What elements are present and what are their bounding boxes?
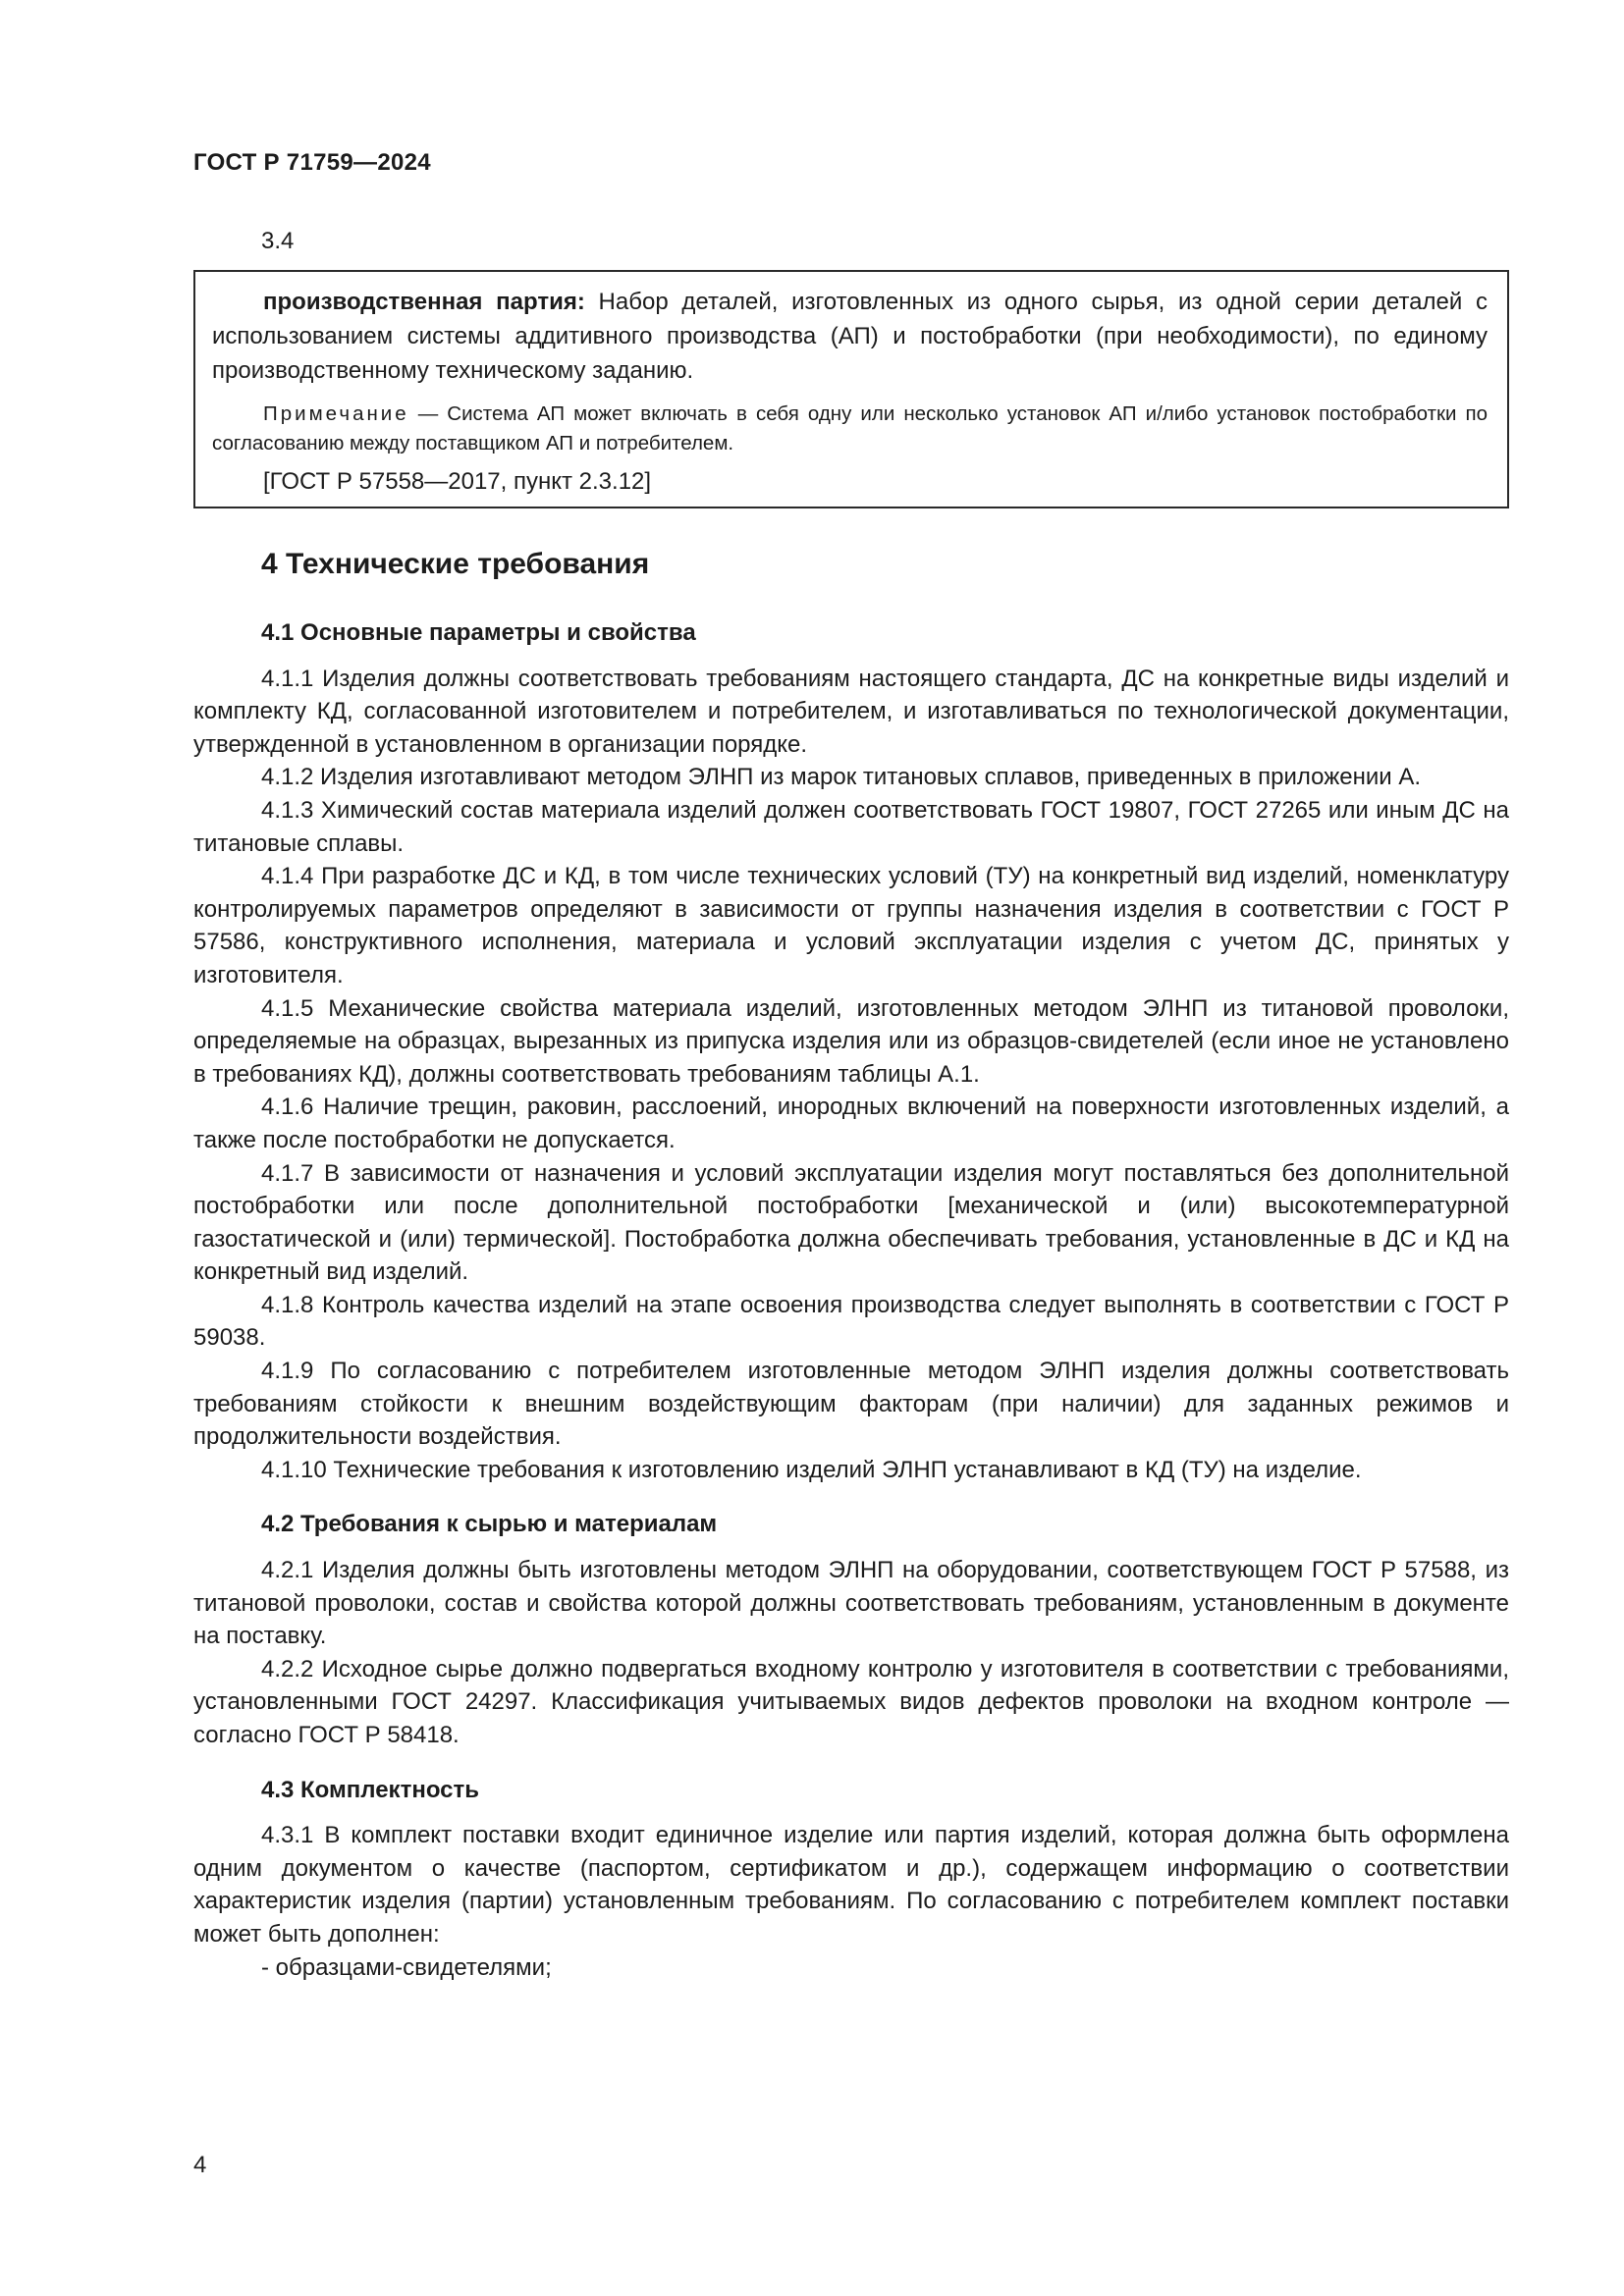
clause-4-1-10: 4.1.10 Технические требования к изготовлению изделий ЭЛНП устанавливают в КД (ТУ) на изделие. <box>261 1456 1362 1483</box>
subsection-4-2-heading: 4.2 Требования к сырью и материалам <box>261 1511 718 1538</box>
term-note <box>212 400 1488 458</box>
clause-4-3-1: 4.3.1 В комплект поставки входит единичное изделие или партия изделий, которая должна быть оформлена одним документом о качестве (паспортом, сертификатом и др.), содержащем информацию о соответствии характеристик изделия (партии) установленным требованиям. По согласованию с потребителем комплект поставки может быть дополнен: <box>193 1822 1509 1948</box>
term-definition-box <box>193 270 1509 508</box>
clause-4-1-7: 4.1.7 В зависимости от назначения и условий эксплуатации изделия могут поставляться без дополнительной постобработки или после дополнительной постобработки [механической и (или) высокотемпературной газостатической и (или) термической]. Постобработка должна обеспечивать требования, установленные в ДС и КД на конкретный вид изделий. <box>193 1159 1509 1286</box>
clause-4-1-2: 4.1.2 Изделия изготавливают методом ЭЛНП из марок титановых сплавов, приведенных в приложении А. <box>261 764 1422 791</box>
clause-4-1-6: 4.1.6 Наличие трещин, раковин, расслоений, инородных включений на поверхности изготовленных изделий, а также после постобработки не допускается. <box>193 1094 1509 1153</box>
document-code-header: ГОСТ Р 71759—2024 <box>193 149 431 176</box>
clause-4-1-4: 4.1.4 При разработке ДС и КД, в том числе технических условий (ТУ) на конкретный вид изделий, номенклатуру контролируемых параметров определяют в зависимости от группы назначения изделия в соответствии с ГОСТ Р 57586, конструктивного исполнения, материала и условий эксплуатации изделия с учетом ДС, принятых у изготовителя. <box>193 863 1509 988</box>
term-title: производственная партия: <box>263 289 585 315</box>
clause-4-1-5: 4.1.5 Механические свойства материала изделий, изготовленных методом ЭЛНП из титановой проволоки, определяемые на образцах, вырезанных из припуска изделия или из образцов-свидетелей (если иное не установлено в требованиях КД), должны соответствовать требованиям таблицы А.1. <box>193 994 1509 1088</box>
list-item: - образцами-свидетелями; <box>261 1953 552 1981</box>
clause-4-1-3: 4.1.3 Химический состав материала изделий должен соответствовать ГОСТ 19807, ГОСТ 27265 или иным ДС на титановые сплавы. <box>193 796 1509 857</box>
term-definition <box>212 285 1488 388</box>
subsection-4-3-heading: 4.3 Комплектность <box>261 1776 480 1803</box>
section-4-heading: 4 Технические требования <box>261 548 650 580</box>
subsection-4-1-heading: 4.1 Основные параметры и свойства <box>261 619 696 646</box>
page-number: 4 <box>193 2152 207 2178</box>
note-text: — Система АП может включать в себя одну или несколько установок АП и/либо установок постобработки по согласованию между поставщиком АП и потребителем. <box>212 402 1488 454</box>
term-definition-text: Набор деталей, изготовленных из одного сырья, из одной серии деталей с использованием системы аддитивного производства (АП) и постобработки (при необходимости), по единому производственному техническому заданию. <box>212 289 1488 384</box>
clause-4-1-1: 4.1.1 Изделия должны соответствовать требованиям настоящего стандарта, ДС на конкретные виды изделий и комплекту КД, согласованной изготовителем и потребителем, и изготавливаться по технологической документации, утвержденной в установленном в организации порядке. <box>193 665 1509 758</box>
term-number: 3.4 <box>261 228 295 254</box>
term-source: [ГОСТ Р 57558—2017, пункт 2.3.12] <box>263 468 652 495</box>
clause-4-1-8: 4.1.8 Контроль качества изделий на этапе освоения производства следует выполнять в соответствии с ГОСТ Р 59038. <box>193 1291 1509 1352</box>
clause-4-1-9: 4.1.9 По согласованию с потребителем изготовленные методом ЭЛНП изделия должны соответствовать требованиям стойкости к внешним воздействующим факторам (при наличии) для заданных режимов и продолжительности воздействия. <box>193 1358 1509 1451</box>
clause-4-2-1: 4.2.1 Изделия должны быть изготовлены методом ЭЛНП на оборудовании, соответствующем ГОСТ Р 57588, из титановой проволоки, состав и свойства которой должны соответствовать требованиям, установленным в документе на поставку. <box>193 1557 1509 1650</box>
clause-4-2-2: 4.2.2 Исходное сырье должно подвергаться входному контролю у изготовителя в соответствии с требованиями, установленными ГОСТ 24297. Классификация учитываемых видов дефектов проволоки на входном контроле — согласно ГОСТ Р 58418. <box>193 1655 1509 1748</box>
section-4-content <box>193 616 1509 1984</box>
note-label: Примечание <box>263 402 409 425</box>
